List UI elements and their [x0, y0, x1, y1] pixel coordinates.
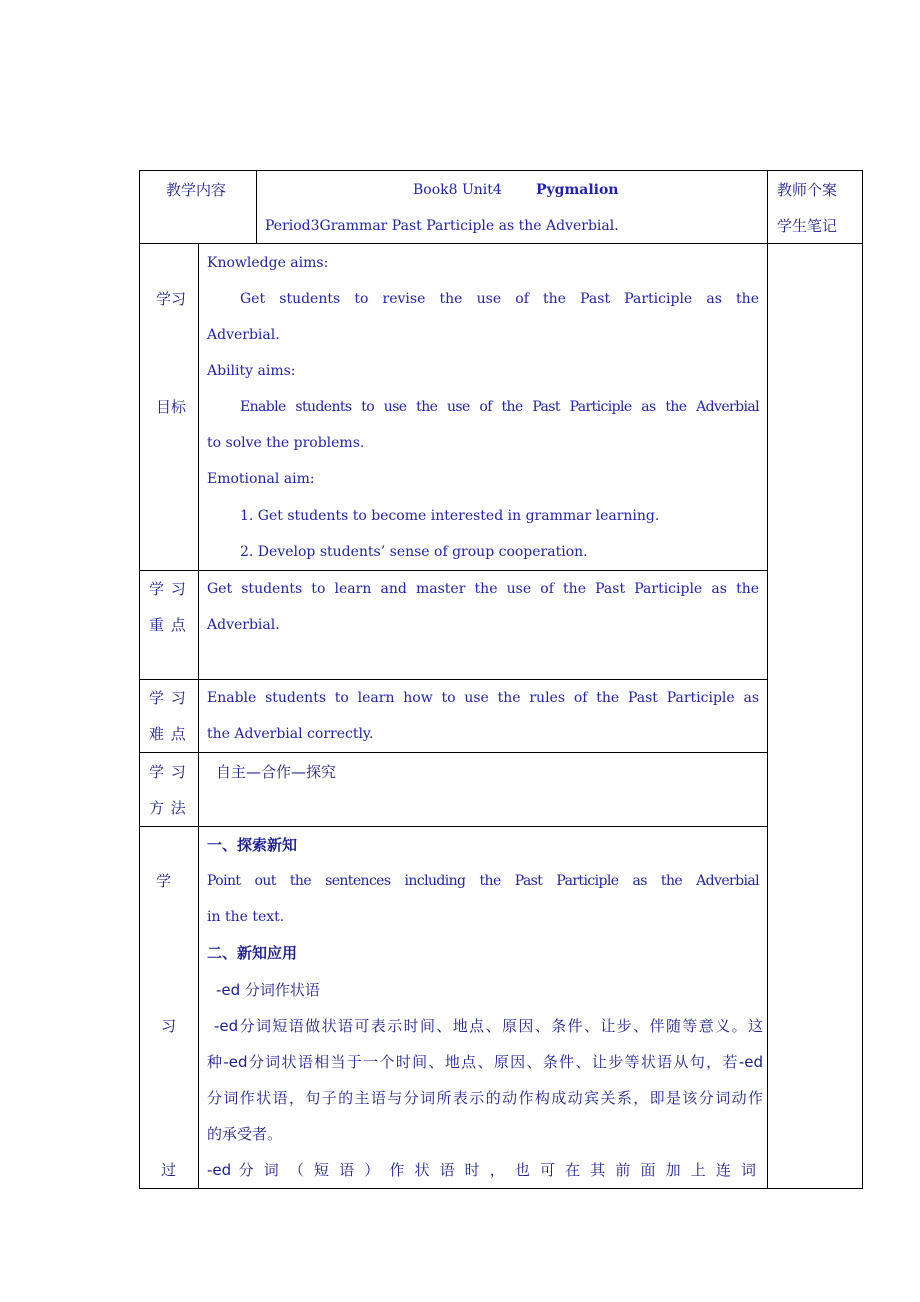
- paragraph-line: 种-ed分词状语相当于一个时间、地点、原因、条件、让步等状语从句，若-ed: [207, 1053, 763, 1071]
- teaching-content-label: 教学内容: [166, 181, 227, 199]
- explore-line1: Point out the sentences including the Past Participle as the Adverbial: [207, 873, 759, 889]
- emotional-aim-item: 1. Get students to become interested in grammar learning.: [240, 508, 660, 524]
- methods-text: 自主—合作—探究: [216, 763, 337, 781]
- methods-side-line2: 方 法: [149, 799, 187, 817]
- sub-heading-ed-participle: -ed 分词作状语: [216, 981, 320, 999]
- key-points-side-line1: 学 习: [149, 580, 187, 598]
- methods-side-line1: 学 习: [149, 763, 187, 781]
- difficulties-line1: Enable students to learn how to use the rules of the Past Participle as: [207, 690, 759, 706]
- student-notes-label: 学生笔记: [777, 217, 838, 235]
- emotional-aim-title: Emotional aim:: [207, 471, 315, 487]
- section-heading-explore: 一、探索新知: [207, 836, 298, 854]
- unit-label: Book8 Unit4: [413, 182, 502, 198]
- teacher-notes-label: 教师个案: [777, 181, 838, 199]
- knowledge-aims-title: Knowledge aims:: [207, 255, 329, 271]
- difficulties-line2: the Adverbial correctly.: [207, 726, 374, 742]
- key-points-side-line2: 重 点: [149, 616, 187, 634]
- difficulties-side-line2: 难 点: [149, 725, 187, 743]
- explore-line2: in the text.: [207, 909, 285, 925]
- aims-side-top: 学习: [156, 290, 187, 308]
- process-side-char: 过: [161, 1161, 177, 1179]
- lesson-title: Pygmalion: [536, 182, 619, 198]
- ability-aims-line1: Enable students to use the use of the Past Participle as the Adverbial: [240, 399, 759, 415]
- aims-side-bottom: 目标: [156, 398, 187, 416]
- section-heading-apply: 二、新知应用: [207, 944, 298, 962]
- process-side-char: 习: [161, 1017, 177, 1035]
- knowledge-aims-line1: Get students to revise the use of the Past Participle as the: [240, 291, 759, 307]
- difficulties-side-line1: 学 习: [149, 689, 187, 707]
- paragraph-line: 分词作状语，句子的主语与分词所表示的动作构成动宾关系，即是该分词动作: [207, 1089, 763, 1107]
- ability-aims-title: Ability aims:: [207, 363, 296, 379]
- key-points-line2: Adverbial.: [207, 617, 280, 633]
- paragraph-line: 的承受者。: [207, 1125, 283, 1143]
- ability-aims-line2: to solve the problems.: [207, 435, 365, 451]
- paragraph-line: -ed 分 词 （ 短 语 ） 作 状 语 时 ， 也 可 在 其 前 面 加 上 连 词: [207, 1161, 756, 1179]
- knowledge-aims-line2: Adverbial.: [207, 327, 280, 343]
- paragraph-line: -ed分词短语做状语可表示时间、地点、原因、条件、让步、伴随等意义。这: [214, 1017, 763, 1035]
- period-title: Period3Grammar Past Participle as the Adverbial.: [265, 218, 619, 234]
- key-points-line1: Get students to learn and master the use of the Past Participle as the: [207, 581, 759, 597]
- process-side-char: 学: [156, 872, 172, 890]
- emotional-aim-item: 2. Develop students’ sense of group cooperation.: [240, 544, 588, 560]
